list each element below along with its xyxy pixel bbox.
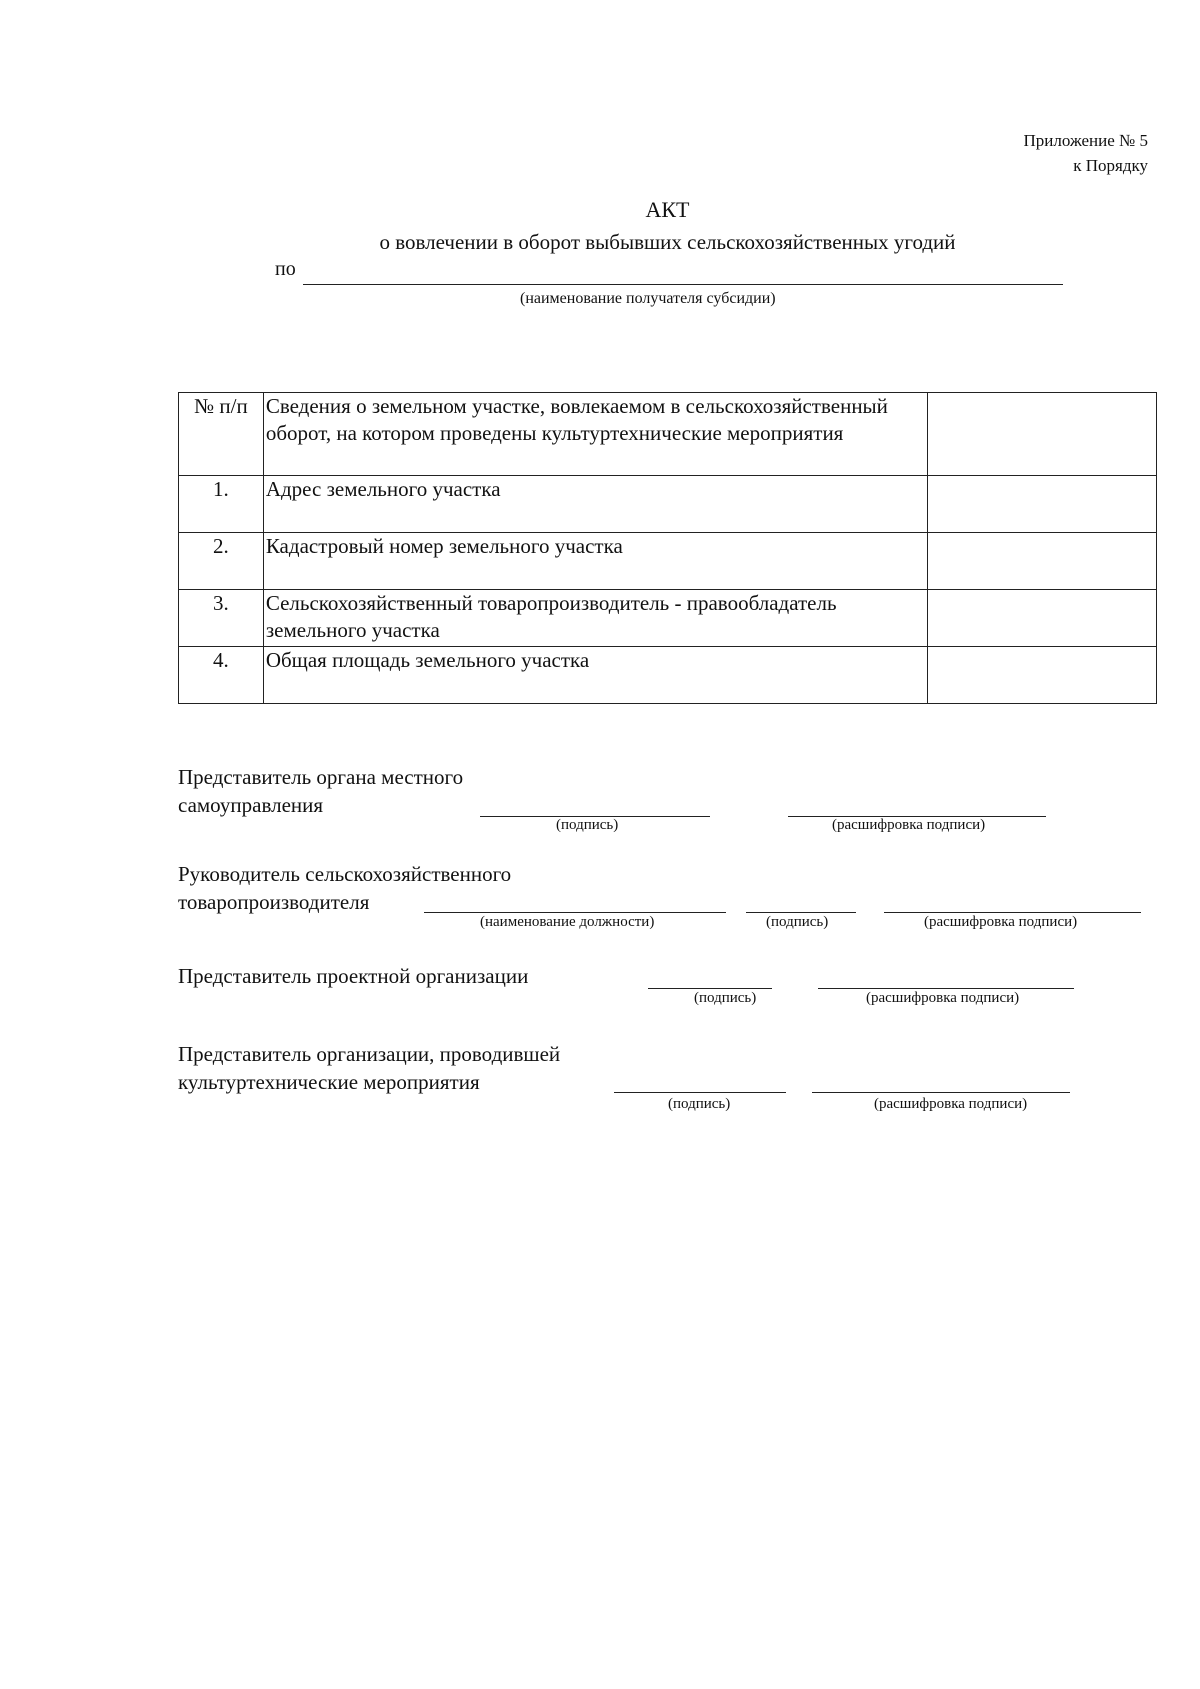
producer-label-line1: Руководитель сельскохозяйственного bbox=[178, 862, 512, 886]
works-org-signature-line[interactable] bbox=[614, 1092, 786, 1093]
table-row bbox=[179, 647, 1157, 704]
works-org-label bbox=[178, 1040, 560, 1096]
producer-position-line[interactable] bbox=[424, 912, 726, 913]
row-label: Адрес земельного участка bbox=[263, 476, 927, 533]
appendix-number: Приложение № 5 bbox=[1023, 131, 1148, 150]
header-value-cell bbox=[927, 393, 1156, 476]
row-label: Кадастровый номер земельного участка bbox=[263, 533, 927, 590]
appendix-reference bbox=[1024, 128, 1148, 178]
design-org-decode-caption: (расшифровка подписи) bbox=[866, 990, 1020, 1006]
document-title: АКТ bbox=[645, 197, 690, 222]
recipient-caption: (наименование получателя субсидии) bbox=[520, 290, 776, 307]
land-plot-table bbox=[178, 392, 1157, 704]
row-value-cell[interactable] bbox=[927, 533, 1156, 590]
works-org-label-line1: Представитель организации, проводившей bbox=[178, 1042, 561, 1066]
recipient-input-line[interactable] bbox=[303, 284, 1063, 285]
table-header-row bbox=[179, 393, 1157, 476]
producer-signature-line[interactable] bbox=[746, 912, 856, 913]
works-org-label-line2: культуртехнические мероприятия bbox=[178, 1070, 480, 1094]
producer-label-line2: товаропроизводителя bbox=[178, 890, 370, 914]
local-gov-label-line1: Представитель органа местного bbox=[178, 765, 464, 789]
recipient-prefix: по bbox=[275, 258, 296, 280]
row-label: Сельскохозяйственный товаропроизводитель - правообладатель земельного участка bbox=[263, 590, 927, 647]
row-num: 4. bbox=[179, 647, 264, 704]
table-row bbox=[179, 476, 1157, 533]
design-org-decode-line[interactable] bbox=[818, 988, 1074, 989]
works-org-decode-caption: (расшифровка подписи) bbox=[874, 1096, 1028, 1112]
works-org-decode-line[interactable] bbox=[812, 1092, 1070, 1093]
row-label: Общая площадь земельного участка bbox=[263, 647, 927, 704]
producer-decode-caption: (расшифровка подписи) bbox=[924, 914, 1078, 930]
row-num: 3. bbox=[179, 590, 264, 647]
table-row bbox=[179, 590, 1157, 647]
header-num-cell: № п/п bbox=[179, 393, 264, 476]
row-value-cell[interactable] bbox=[927, 590, 1156, 647]
table-row bbox=[179, 533, 1157, 590]
producer-signature-caption: (подпись) bbox=[766, 914, 829, 930]
local-gov-label bbox=[178, 763, 463, 819]
design-org-signature-caption: (подпись) bbox=[694, 990, 757, 1006]
local-gov-label-line2: самоуправления bbox=[178, 793, 324, 817]
appendix-order: к Порядку bbox=[1073, 156, 1148, 175]
local-gov-decode-caption: (расшифровка подписи) bbox=[832, 817, 986, 833]
works-org-signature-caption: (подпись) bbox=[668, 1096, 731, 1112]
design-org-label: Представитель проектной организации bbox=[178, 964, 529, 988]
producer-decode-line[interactable] bbox=[884, 912, 1141, 913]
producer-position-caption: (наименование должности) bbox=[480, 914, 655, 930]
local-gov-signature-caption: (подпись) bbox=[556, 817, 619, 833]
row-num: 2. bbox=[179, 533, 264, 590]
header-text-cell: Сведения о земельном участке, вовлекаемом в сельскохозяйственный оборот, на котором проведены культуртехнические мероприятия bbox=[263, 393, 927, 476]
document-subtitle: о вовлечении в оборот выбывших сельскохозяйственных угодий bbox=[379, 230, 956, 254]
row-num: 1. bbox=[179, 476, 264, 533]
row-value-cell[interactable] bbox=[927, 476, 1156, 533]
row-value-cell[interactable] bbox=[927, 647, 1156, 704]
design-org-signature-line[interactable] bbox=[648, 988, 772, 989]
producer-label bbox=[178, 860, 511, 916]
